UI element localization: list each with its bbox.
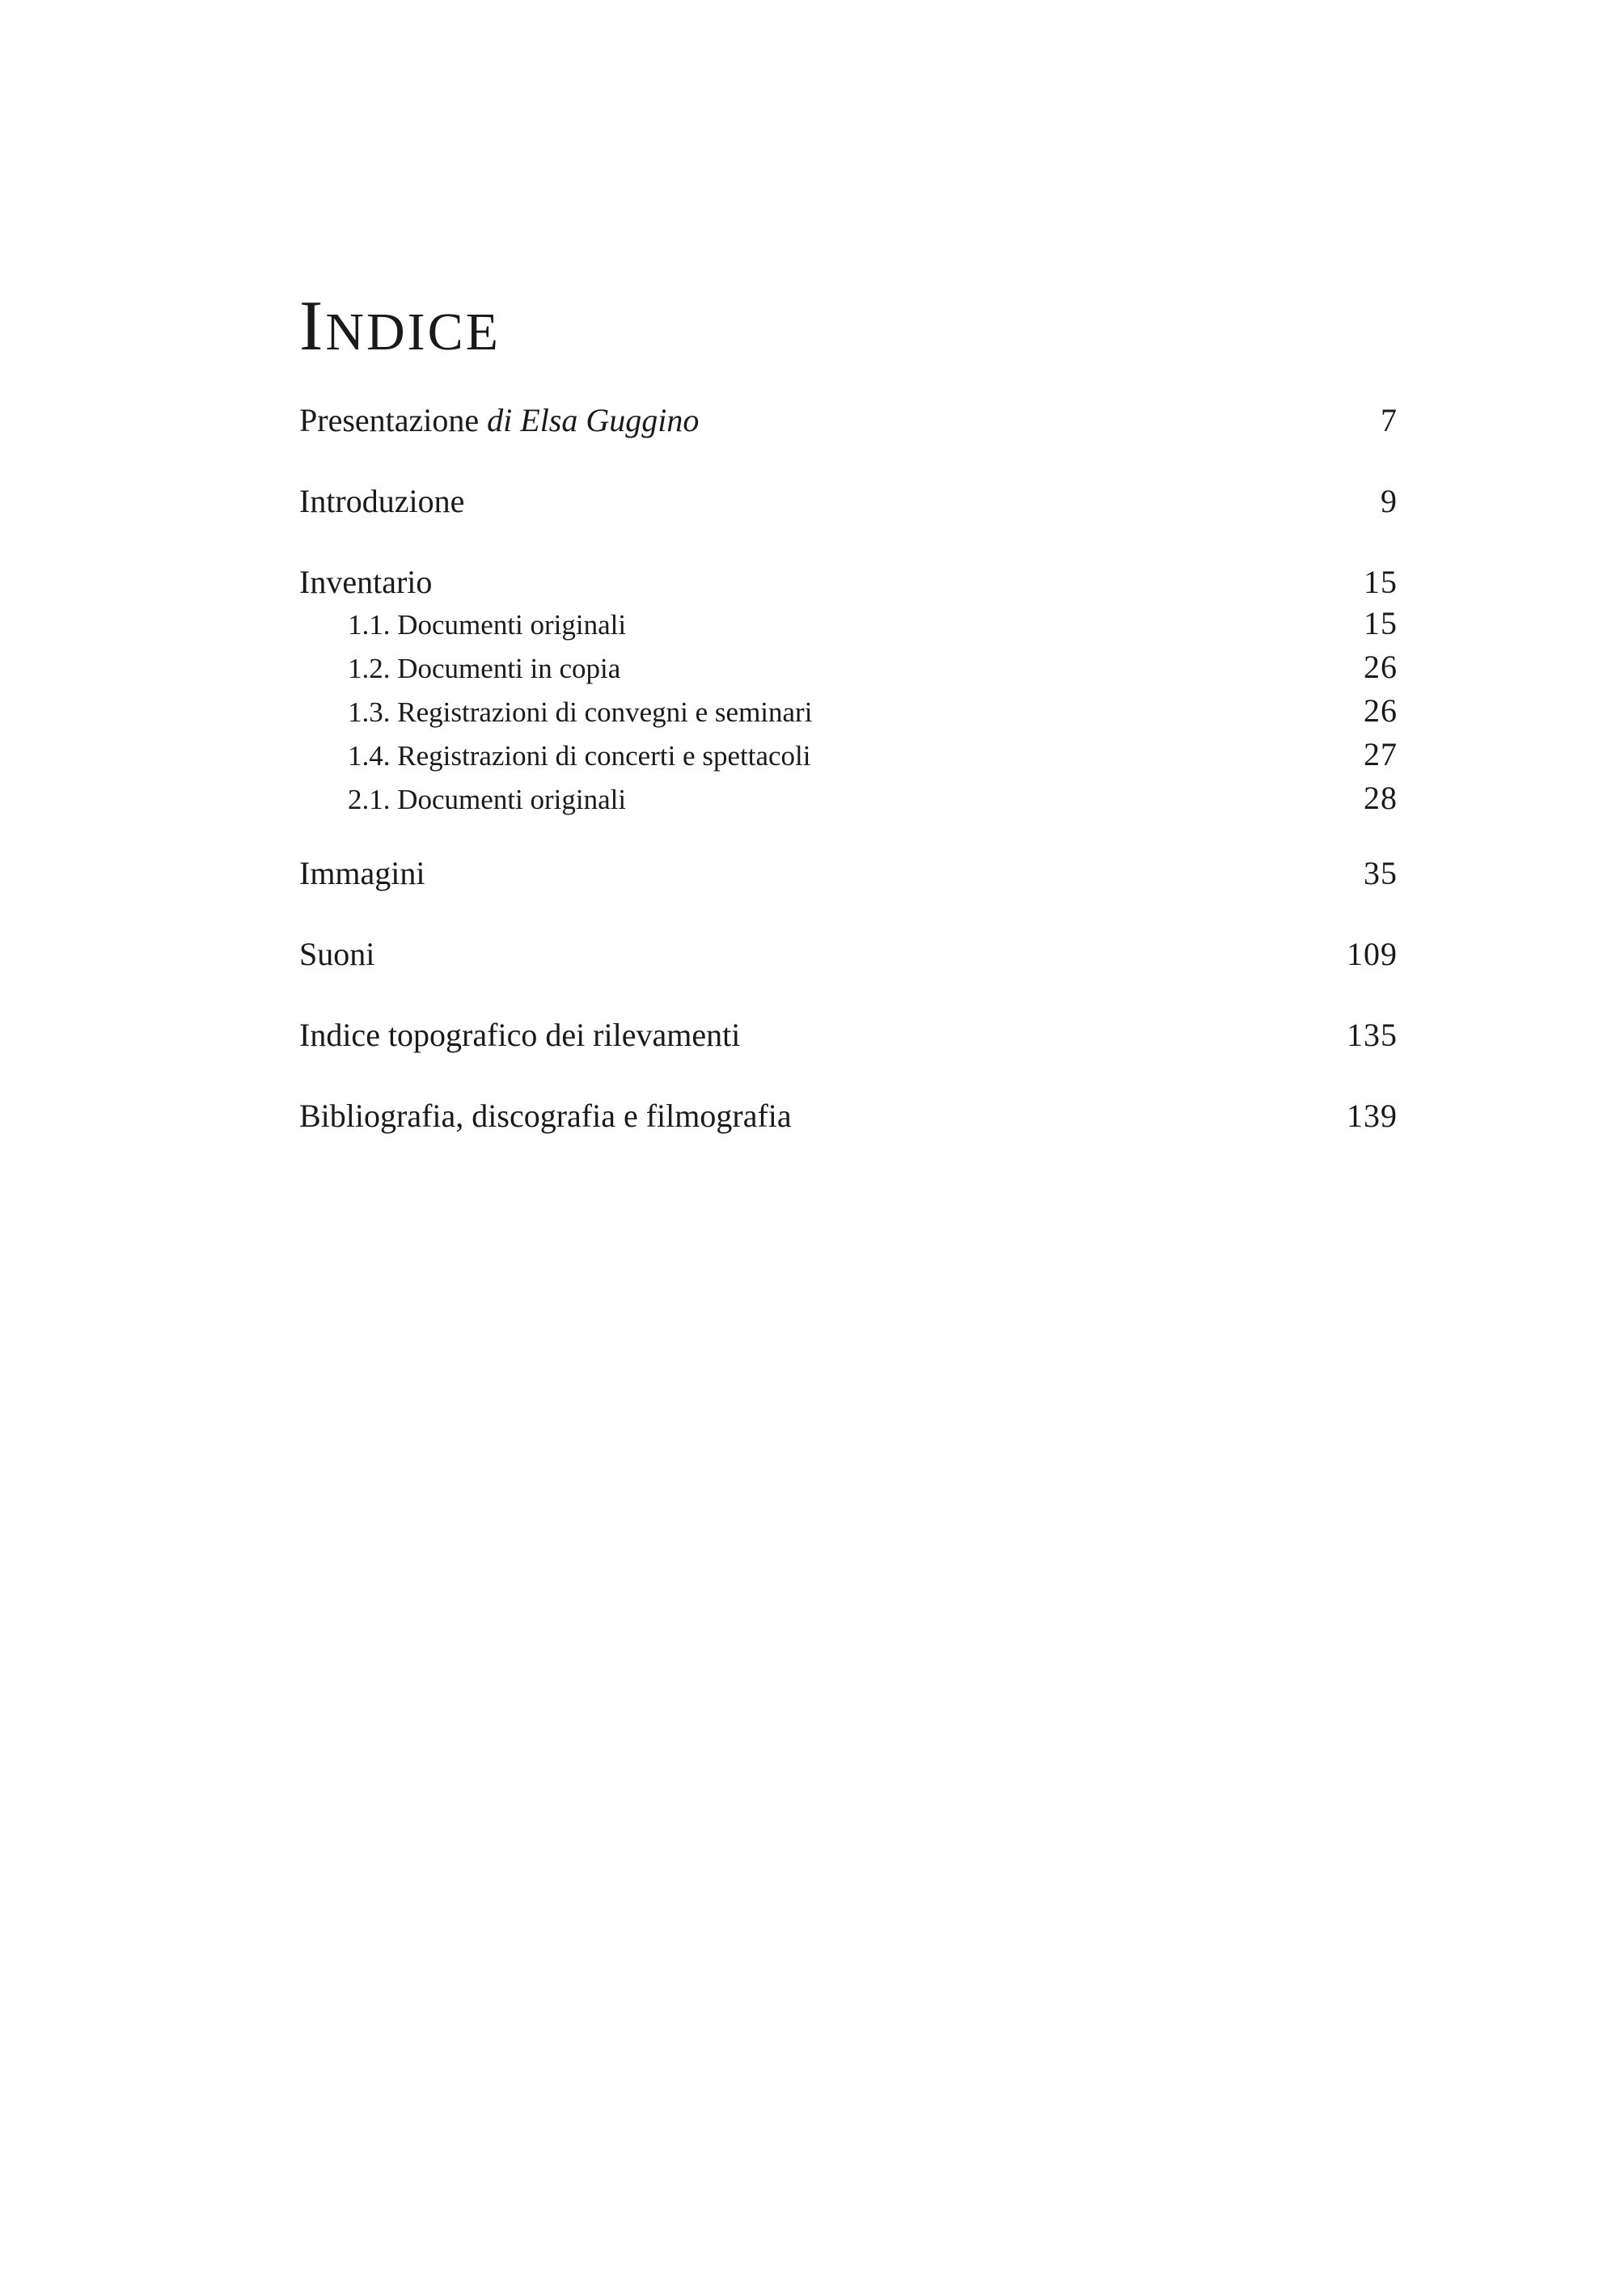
toc-entry-label: Presentazione di Elsa Guggino <box>299 402 700 438</box>
title-initial: I <box>299 287 326 366</box>
toc-page-number: 9 <box>1381 483 1398 519</box>
toc-entry-bibliografia[interactable] <box>299 1092 1398 1140</box>
toc-entry-label: 1.4. Registrazioni di concerti e spettacoli <box>348 740 811 772</box>
toc-entry-immagini[interactable] <box>299 849 1398 898</box>
toc-subentry-documenti-originali-2[interactable] <box>299 776 1398 820</box>
toc-entry-presentazione[interactable] <box>299 396 1398 445</box>
toc-page-number: 15 <box>1364 564 1398 600</box>
table-of-contents <box>299 396 1398 1140</box>
page-title <box>299 287 501 366</box>
title-rest: NDICE <box>325 302 501 362</box>
toc-entry-author: di Elsa Guggino <box>487 402 700 438</box>
toc-page-number: 35 <box>1364 855 1398 891</box>
toc-page-number: 28 <box>1364 780 1398 816</box>
toc-subentry-registrazioni-concerti[interactable] <box>299 733 1398 776</box>
toc-subentry-registrazioni-convegni[interactable] <box>299 689 1398 733</box>
toc-entry-label: 1.2. Documenti in copia <box>348 653 621 684</box>
toc-entry-label: Suoni <box>299 936 375 972</box>
toc-entry-label: Immagini <box>299 855 425 891</box>
toc-subentry-documenti-originali-1[interactable] <box>299 602 1398 645</box>
toc-subentry-documenti-in-copia[interactable] <box>299 645 1398 689</box>
toc-page-number: 26 <box>1364 692 1398 729</box>
toc-entry-label: 1.1. Documenti originali <box>348 609 627 641</box>
toc-page-number: 15 <box>1364 605 1398 641</box>
toc-page-number: 26 <box>1364 649 1398 685</box>
toc-entry-introduzione[interactable] <box>299 477 1398 526</box>
toc-entry-suoni[interactable] <box>299 930 1398 979</box>
toc-page-number: 109 <box>1347 936 1398 972</box>
toc-page-number: 139 <box>1347 1098 1398 1134</box>
toc-page-number: 27 <box>1364 736 1398 772</box>
toc-page-number: 135 <box>1347 1017 1398 1053</box>
toc-entry-label: 1.3. Registrazioni di convegni e seminari <box>348 696 813 728</box>
toc-entry-indice-topografico[interactable] <box>299 1011 1398 1060</box>
toc-entry-label: Bibliografia, discografia e filmografia <box>299 1098 792 1134</box>
toc-entry-label: Inventario <box>299 564 433 600</box>
toc-entry-label: Introduzione <box>299 483 465 519</box>
toc-page-number: 7 <box>1381 402 1398 438</box>
toc-entry-label: 2.1. Documenti originali <box>348 784 627 815</box>
toc-entry-label: Indice topografico dei rilevamenti <box>299 1017 741 1053</box>
toc-entry-inventario[interactable] <box>299 558 1398 607</box>
